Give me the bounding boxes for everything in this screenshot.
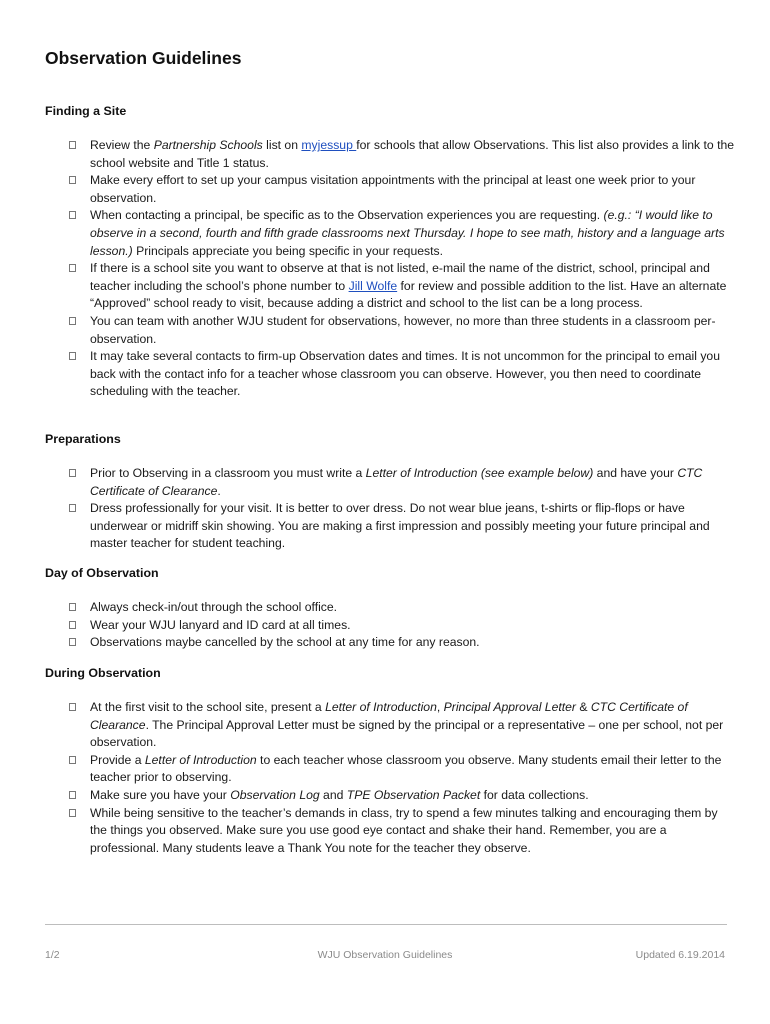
section-preparations bbox=[45, 431, 735, 553]
checkbox-bullet-icon bbox=[69, 638, 76, 646]
list-item bbox=[45, 599, 735, 617]
footer-updated-date: Updated 6.19.2014 bbox=[635, 949, 725, 961]
checkbox-bullet-icon bbox=[69, 621, 76, 629]
myjessup-link[interactable]: myjessup bbox=[301, 138, 357, 152]
item-text: and bbox=[319, 787, 347, 802]
item-text-italic: TPE Observation Packet bbox=[346, 787, 481, 802]
checkbox-bullet-icon bbox=[69, 176, 76, 184]
checkbox-bullet-icon bbox=[69, 141, 76, 149]
list-item bbox=[45, 617, 735, 635]
checkbox-bullet-icon bbox=[69, 469, 76, 477]
checkbox-bullet-icon bbox=[69, 756, 76, 764]
footer-divider bbox=[45, 924, 727, 925]
item-text-italic: CTC Certificate of Clearance bbox=[90, 466, 703, 498]
item-text-italic: Letter of Introduction bbox=[325, 700, 437, 714]
item-text-italic: Letter of Introduction bbox=[144, 752, 257, 767]
item-text: While being sensitive to the teacher’s demands in class, try to spend a few minutes talking and encouraging them by the things you observed. Make sure you use good eye contact and shake their hand. Remember, you are a professional. Many students leave a Thank You note for the teacher they observe. bbox=[90, 805, 718, 855]
checkbox-bullet-icon bbox=[69, 504, 76, 512]
bullet-list bbox=[45, 137, 735, 401]
item-text: Observations maybe cancelled by the school at any time for any reason. bbox=[90, 635, 480, 650]
item-text: When contacting a principal, be specific as to the Observation experiences you are requesting. bbox=[90, 208, 604, 223]
item-text: Make every effort to set up your campus visitation appointments with the principal at least one week prior to your observation. bbox=[90, 173, 696, 205]
bullet-list bbox=[45, 699, 735, 857]
checkbox-bullet-icon bbox=[69, 211, 76, 219]
item-text: for review and possible addition to the list. Have an alternate “Approved” school ready to visit, because adding a district and school to the list can be a long process. bbox=[90, 278, 727, 311]
list-item bbox=[45, 752, 735, 787]
list-item bbox=[45, 313, 735, 348]
checkbox-bullet-icon bbox=[69, 317, 76, 325]
list-item bbox=[45, 634, 735, 652]
item-text: Prior to Observing in a classroom you must write a bbox=[90, 466, 366, 480]
page-title: Observation Guidelines bbox=[45, 48, 242, 68]
item-text-italic: Observation Log bbox=[230, 787, 320, 802]
list-item bbox=[45, 348, 735, 401]
item-text: & bbox=[575, 700, 591, 714]
item-text: If there is a school site you want to observe at that is not listed, e-mail the name of the district, school, principal and teacher including the school’s phone number to bbox=[90, 261, 710, 293]
list-item bbox=[45, 787, 735, 805]
list-item bbox=[45, 465, 735, 500]
item-text-italic: Letter of Introduction (see example below) bbox=[365, 466, 594, 480]
item-text-italic: Partnership Schools bbox=[153, 138, 263, 152]
list-item bbox=[45, 699, 735, 752]
section-heading: Preparations bbox=[45, 432, 121, 446]
item-text: At the first visit to the school site, present a bbox=[90, 700, 326, 714]
section-day-of-observation bbox=[45, 565, 735, 652]
item-text: , bbox=[436, 700, 444, 714]
item-text: It may take several contacts to firm-up Observation dates and times. It is not uncommon for the principal to email you back with the contact info for a teacher whose classroom you can observe. However, you then need to coordinate scheduling with the teacher. bbox=[90, 349, 720, 399]
list-item bbox=[45, 172, 735, 207]
section-heading: Day of Observation bbox=[45, 566, 159, 580]
footer-title: WJU Observation Guidelines bbox=[317, 949, 453, 961]
list-item bbox=[45, 500, 735, 553]
item-text: Dress professionally for your visit. It is better to over dress. Do not wear blue jeans, t-shirts or flip-flops or have underwear or midriff skin showing. You are making a first impression and possibly meeting your future principal and master teacher for student teaching. bbox=[90, 501, 710, 551]
jill-wolfe-link[interactable]: Jill Wolfe bbox=[348, 278, 398, 293]
checkbox-bullet-icon bbox=[69, 264, 76, 272]
item-text-italic: (e.g.: “I would like to observe in a second, fourth and fifth grade classrooms next Thursday. I hope to see math, history and a language arts lesson.) bbox=[90, 208, 725, 258]
bullet-list bbox=[45, 465, 735, 553]
checkbox-bullet-icon bbox=[69, 603, 76, 611]
section-heading: Finding a Site bbox=[45, 104, 127, 118]
list-item bbox=[45, 137, 735, 172]
item-text: Wear your WJU lanyard and ID card at all times. bbox=[90, 617, 351, 632]
section-finding-a-site bbox=[45, 103, 735, 401]
section-during-observation bbox=[45, 665, 735, 857]
checkbox-bullet-icon bbox=[69, 352, 76, 360]
checkbox-bullet-icon bbox=[69, 791, 76, 799]
bullet-list bbox=[45, 599, 735, 652]
list-item bbox=[45, 805, 735, 858]
item-text: Principals appreciate you being specific in your requests. bbox=[132, 243, 443, 258]
item-text-italic: Principal Approval Letter bbox=[443, 700, 576, 714]
item-text: You can team with another WJU student for observations, however, no more than three students in a classroom per-observation. bbox=[90, 313, 716, 346]
item-text-italic: CTC Certificate of Clearance bbox=[90, 700, 688, 732]
item-text: Review the bbox=[90, 138, 154, 152]
footer-page-number: 1/2 bbox=[45, 949, 60, 961]
item-text: to each teacher whose classroom you observe. Many students email their letter to the teacher prior to observing. bbox=[90, 752, 722, 785]
item-text: Always check-in/out through the school office. bbox=[90, 600, 338, 614]
checkbox-bullet-icon bbox=[69, 809, 76, 817]
checkbox-bullet-icon bbox=[69, 703, 76, 711]
item-text: . bbox=[217, 483, 221, 498]
item-text: and have your bbox=[593, 466, 678, 480]
item-text: for schools that allow Observations. This list also provides a link to the school website and Title 1 status. bbox=[90, 138, 735, 170]
list-item bbox=[45, 207, 735, 260]
section-heading: During Observation bbox=[45, 666, 161, 680]
list-item bbox=[45, 260, 735, 313]
item-text: Provide a bbox=[90, 752, 145, 767]
item-text: for data collections. bbox=[480, 787, 589, 802]
item-text: . The Principal Approval Letter must be signed by the principal or a representative – one per school, not per observation. bbox=[90, 717, 724, 750]
item-text: list on bbox=[262, 138, 302, 152]
item-text: Make sure you have your bbox=[90, 787, 231, 802]
